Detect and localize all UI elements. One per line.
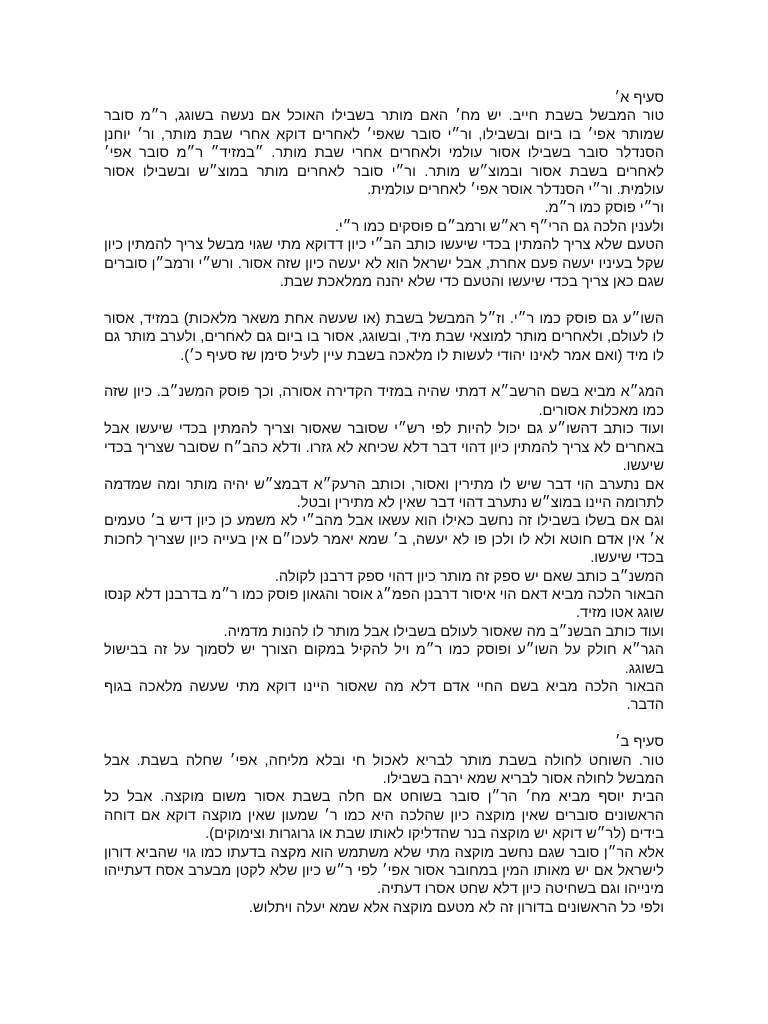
commentary-paragraph-3: אם נתערב הוי דבר שיש לו מתירין ואסור, וכותב הרעק״א דבמצ״ש יהיה מותר ומה שמדמה לתרומה היינו במוצ״ש נתערב דהוי דבר שאין לא מתירין ובטל. bbox=[104, 476, 664, 511]
commentary-paragraph-9: הבאור הלכה מביא בשם החיי אדם דלא מה שאסור היינו דוקא מתי שעשה מלאכה בגוף הדבר. bbox=[104, 678, 664, 714]
commentary-paragraph-1: המג״א מביא בשם הרשב״א דמתי שהיה במזיד הקדירה אסורה, וכך פוסק המשנ״ב. כיון שזה כמו מאכלות אסורים. bbox=[104, 384, 664, 419]
section-b-heading: סעיף ב׳ bbox=[614, 734, 664, 751]
section-b-paragraph-4: ולפי כל הראשונים בדורון זה לא מטעם מוקצה אלא שמא יעלה ויתלוש. bbox=[248, 899, 664, 916]
commentary-paragraph-4: וגם אם בשלו בשבילו זה נחשב כאילו הוא עשאו אבל מהב״י לא משמע כן כיון דיש ב׳ טעמים א׳ אין אדם חוטא ולא לו ולכן פו לא יעשה, ב׳ שמא יאמר לעכו״ם אין בעייה כיון שצריך לחכות בכדי שיעשו. bbox=[104, 513, 664, 567]
section-b-paragraph-3: אלא הר״ן סובר שגם נחשב מוקצה מתי שלא משתמש הוא מקצה בדעתו כמו גוי שהביא דורון לישראל אם יש מאותו המין במחובר אסור אפי׳ לפי ר״ש כיון שלא לקטן מבערב אסח דעתייהו מינייהו וגם בשחיטה כיון דלא שחט אסרו דעתיה. bbox=[104, 844, 664, 898]
paragraph-spacer bbox=[104, 291, 664, 309]
section-a-heading: סעיף א׳ bbox=[614, 90, 664, 106]
commentary-paragraph-7: ועוד כותב הבשנ״ב מה שאסור לעולם בשבילו אבל מותר לו להנות מדמיה. bbox=[223, 623, 664, 640]
commentary-paragraph-2: ועוד כותב דהשו״ע גם יכול להיות לפי רש״י שסובר שאסור וצריך להמתין בכדי שיעשו אבל באחרים לא צריך להמתין כיון דהוי דבר דלא שכיחא לא גזרו. ודלא כהב״ח שסובר שצריך בכדי שיעשו. bbox=[104, 421, 664, 475]
document-body bbox=[104, 89, 664, 917]
section-a-paragraph-2: ור״י פוסק כמו ר״מ. bbox=[544, 200, 664, 217]
section-b-paragraph-2: הבית יוסף מביא מח׳ הר״ן סובר בשוחט אם חלה בשבת אסור משום מוקצה. אבל כל הראשונים סוברים שאין מוקצה כיון שהלכה היא כמו ר׳ שמעון שאין מוקצה דוקא אם דוחה בידים (לר״ש דוקא יש מוקצה בנר שהדליקו לאותו שבת או גרוגרות וצימוקים). bbox=[104, 789, 664, 843]
shulchan-aruch-paragraph: השו״ע גם פוסק כמו ר״י. וז״ל המבשל בשבת (או שעשה אחת משאר מלאכות) במזיד, אסור לו לעולם, ולאחרים מותר למוצאי שבת מיד, ובשוגג, אסור בו ביום גם לאחרים, ולערב מותר גם לו מיד (ואם אמר לאינו יהודי לעשות לו מלאכה בשבת עיין לעיל סימן שז סעיף כ׳). bbox=[104, 310, 664, 364]
section-a-paragraph-4: הטעם שלא צריך להמתין בכדי שיעשו כותב הב״י כיון דדוקא מתי שגוי מבשל צריך להמתין כיון שקל בעיניו יעשה פעם אחרת, אבל ישראל הוא לא יעשה כיון שזה אסור. ורש״י ורמב״ן סוברים שגם כאן צריך בכדי שיעשו והטעם כדי שלא יהנה ממלאכת שבת. bbox=[104, 237, 664, 291]
commentary-paragraph-5: המשנ״ב כותב שאם יש ספק זה מותר כיון דהוי ספק דרבנן לקולה. bbox=[274, 568, 664, 585]
commentary-paragraph-6: הבאור הלכה מביא דאם הוי איסור דרבנן הפמ״ג אוסר והגאון פוסק כמו ר״מ בדרבנן דלא קנסו שוגג אטו מזיד. bbox=[104, 586, 664, 622]
paragraph-spacer bbox=[104, 365, 664, 383]
section-b-paragraph-1: טור. השוחט לחולה בשבת מותר לבריא לאכול חי ובלא מליחה, אפי׳ שחלה בשבת. אבל המבשל לחולה אסור לבריא שמא ירבה בשבילו. bbox=[104, 752, 664, 787]
section-a-paragraph-1: טור המבשל בשבת חייב. יש מח׳ האם מותר בשבילו האוכל אם נעשה בשוגג, ר״מ סובר שמותר אפי׳ בו ביום ובשבילו, ור״י סובר שאפי׳ לאחרים דוקא אחרי שבת מותר, ור׳ יוחנן הסנדלר סובר בשבילו אסור עולמי ולאחרים אחרי שבת מותר. ״במזיד״ ר״מ סובר אפי׳ לאחרים בשבת אסור ובמוצ״ש מותר. ור״י סובר לאחרים מותר במוצ״ש ובשבילו אסור עולמית. ור״י הסנדלר אוסר אפי׳ לאחרים עולמית. bbox=[104, 108, 664, 199]
commentary-paragraph-8: הגר״א חולק על השו״ע ופוסק כמו ר״מ ויל להקיל במקום הצורך יש לסמוך על זה בבישול בשוגג. bbox=[104, 642, 664, 677]
section-a-paragraph-3: ולענין הלכה גם הרי״ף רא״ש ורמב״ם פוסקים כמו ר״י. bbox=[334, 218, 664, 235]
paragraph-spacer bbox=[104, 715, 664, 733]
